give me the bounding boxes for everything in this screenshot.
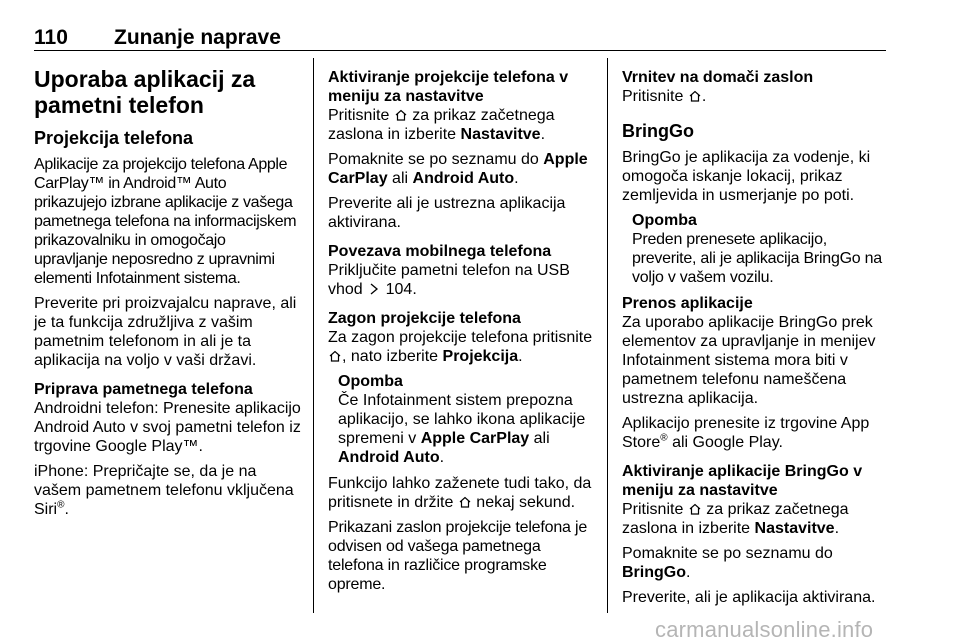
paragraph: Androidni telefon: Prenesite aplikacijo Android Auto v svoj pametni telefon iz trgovine Google Play™. (34, 400, 301, 455)
paragraph (328, 474, 596, 512)
paragraph: Aplikacije za projekcijo telefona Apple CarPlay™ in Android™ Auto prikazujejo izbrane aplikacije z vašega pametnega telefona na informacijskem prikazovalniku in omogočajo upravljanje neposredno z upravnimi elementi Infotainment sistema. (34, 156, 297, 287)
subheading: Priprava pametnega telefona (34, 381, 253, 398)
column-divider (313, 58, 314, 613)
paragraph (328, 261, 596, 299)
text: Pritisnite (622, 88, 684, 105)
menu-term: Nastavitve (754, 520, 835, 537)
section-heading: BringGo (622, 121, 694, 141)
text: Pomaknite se po seznamu do (328, 151, 539, 168)
text: . (686, 564, 691, 581)
text: . (64, 501, 69, 518)
note-title: Opomba (632, 212, 697, 229)
paragraph: Prikazani zaslon projekcije telefona je odvisen od vašega pametnega telefona in različice programske opreme. (328, 519, 588, 593)
text: . (439, 449, 445, 466)
paragraph: Preverite pri proizvajalcu naprave, ali je ta funkcija združljiva z vašim pametnim telefonom in ali je ta aplikacija na voljo v vaši državi. (34, 295, 297, 369)
subheading: Aktiviranje projekcije telefona v meniju za nastavitve (328, 69, 569, 105)
chapter-title: Zunanje naprave (114, 26, 281, 49)
text: Za zagon projekcije telefona pritisnite (328, 329, 593, 346)
menu-term: BringGo (622, 564, 686, 581)
menu-term: Projekcija (442, 348, 519, 365)
subheading: Aktiviranje aplikacije BringGo v meniju za nastavitve (622, 463, 863, 499)
menu-term: Android Auto (338, 449, 440, 466)
paragraph (622, 414, 886, 452)
paragraph (328, 328, 596, 366)
home-icon (688, 89, 702, 103)
text: nekaj sekund. (476, 494, 576, 511)
text: Aplikacijo prenesite iz trgovine App Store (622, 415, 870, 451)
column-2 (328, 58, 596, 600)
note-box (338, 372, 596, 467)
page-reference-arrow-icon (367, 282, 381, 296)
subheading: Povezava mobilnega telefona (328, 243, 552, 260)
paragraph (328, 106, 596, 144)
watermark: carmanualsonline.info (655, 617, 874, 642)
menu-term: Nastavitve (460, 126, 541, 143)
paragraph: Preverite ali je ustrezna aplikacija aktivirana. (328, 195, 566, 231)
text: Preden prenesete aplikacijo, preverite, ali je aplikacija BringGo na voljo v vašem vozilu. (632, 231, 882, 286)
text: za prikaz začetnega zaslona in izberite (622, 501, 849, 537)
paragraph: Za uporabo aplikacije BringGo prek elementov za upravljanje in menijev Infotainment sistema mora biti v pametnem telefonu nameščena ustrezna aplikacija. (622, 314, 876, 407)
paragraph (622, 87, 886, 106)
home-icon (458, 495, 472, 509)
menu-term: Apple CarPlay (420, 430, 530, 447)
page-header (34, 26, 886, 51)
menu-term: Apple CarPlay (328, 151, 588, 187)
column-divider (607, 58, 608, 613)
note-title: Opomba (338, 373, 403, 390)
column-3 (622, 58, 886, 613)
text: , nato izberite (342, 348, 439, 365)
registered-mark: ® (660, 432, 668, 444)
text: . (514, 170, 519, 187)
text: za prikaz začetnega zaslona in izberite (328, 107, 555, 143)
subheading: Prenos aplikacije (622, 295, 753, 312)
column-1 (34, 58, 302, 525)
text: Če Infotainment sistem prepozna aplikacijo, se lahko ikona aplikacije spremeni v (338, 392, 586, 447)
menu-term: Android Auto (412, 170, 515, 187)
registered-mark: ® (57, 499, 65, 511)
text: Pritisnite (328, 107, 390, 124)
text: . (834, 520, 840, 537)
text: . (412, 281, 417, 298)
text: . (540, 126, 546, 143)
text: . (518, 348, 523, 365)
paragraph (622, 544, 886, 582)
home-icon (328, 349, 342, 363)
home-icon (394, 108, 408, 122)
paragraph (34, 462, 302, 519)
text: . (701, 88, 707, 105)
page-reference: 104 (385, 281, 413, 298)
home-icon (688, 502, 702, 516)
paragraph: BringGo je aplikacija za vodenje, ki omogoča iskanje lokacij, prikaz zemljevida in usmerjanje po poti. (622, 149, 871, 204)
page-title: Uporaba aplikacij za pametni telefon (34, 66, 256, 118)
text: ali (533, 430, 550, 447)
text: iPhone: Prepričajte se, da je na vašem pametnem telefonu vključena Siri (34, 463, 294, 518)
text: ali (392, 170, 409, 187)
text: ali Google Play. (672, 434, 783, 451)
text: Priključite pametni telefon na USB vhod (328, 262, 570, 298)
subheading: Vrnitev na domači zaslon (622, 69, 814, 86)
note-box (632, 211, 886, 287)
text: Pomaknite se po seznamu do (622, 545, 833, 562)
paragraph: Preverite, ali je aplikacija aktivirana. (622, 589, 876, 606)
text: Pritisnite (622, 501, 684, 518)
page-number: 110 (34, 26, 68, 49)
text: Funkcijo lahko zaženete tudi tako, da pritisnete in držite (328, 475, 592, 511)
subheading: Zagon projekcije telefona (328, 310, 521, 327)
paragraph (328, 150, 596, 188)
paragraph (622, 500, 886, 538)
section-heading: Projekcija telefona (34, 128, 194, 148)
